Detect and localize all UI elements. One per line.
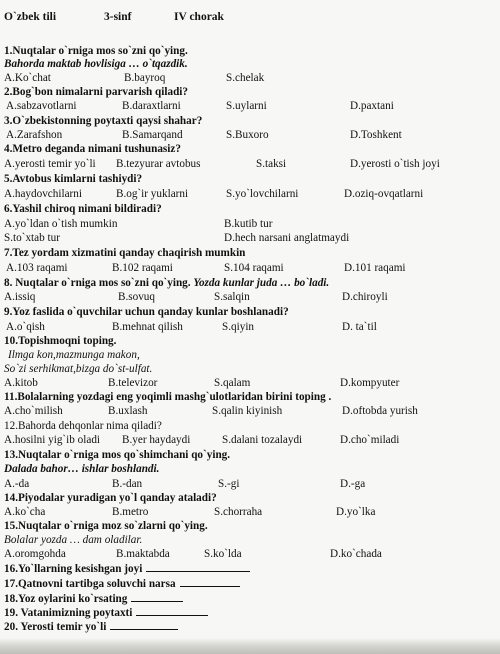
option-a[interactable]: A.sabzavotlarni	[6, 100, 77, 112]
option-s[interactable]: S.uylarni	[226, 100, 267, 112]
option-b[interactable]: B.Samarqand	[122, 129, 183, 141]
question-9: 9.Yoz faslida o`quvchilar uchun qanday kunlar boshlanadi?	[4, 306, 289, 318]
option-a[interactable]: A.Ko`chat	[4, 72, 51, 84]
question-1: 1.Nuqtalar o`rniga mos so`zni qo`ying.	[4, 45, 188, 57]
question-4: 4.Metro deganda nimani tushunasiz?	[4, 143, 181, 155]
option-b[interactable]: B.televizor	[108, 377, 158, 389]
subject-label: O`zbek tili	[4, 11, 57, 23]
option-d[interactable]: D.ko`chada	[330, 548, 382, 560]
option-b[interactable]: B.yer haydaydi	[122, 434, 191, 446]
option-b[interactable]: B.maktabda	[116, 548, 170, 560]
riddle-line-2: So`zi serhikmat,bizga do`st-ulfat.	[4, 363, 153, 375]
option-d[interactable]: D.kompyuter	[340, 377, 400, 389]
question-11: 11.Bolalarning yozdagi eng yoqimli mashg`ulotlaridan birini toping .	[4, 391, 332, 403]
quarter-label: IV chorak	[174, 11, 224, 23]
question-17-text: 17.Qatnovni tartibga soluvchi narsa	[4, 578, 176, 590]
option-s[interactable]: S.ko`lda	[204, 548, 242, 560]
question-16	[4, 561, 496, 576]
question-13-sentence: Dalada bahor… ishlar boshlandi.	[4, 463, 160, 475]
option-a[interactable]: A.haydovchilarni	[4, 188, 82, 200]
question-8	[4, 276, 496, 290]
option-s[interactable]: S.dalani tozalaydi	[222, 434, 303, 446]
option-s[interactable]: S.to`xtab tur	[4, 232, 60, 244]
question-15-sentence: Bolalar yozda … dam oladilar.	[4, 534, 143, 546]
option-a[interactable]: A.yo`ldan o`tish mumkin	[4, 218, 118, 230]
question-8-sentence: Yozda kunlar juda … bo`ladi.	[193, 277, 330, 289]
answer-blank-18[interactable]	[131, 591, 183, 602]
option-d[interactable]: D.cho`miladi	[340, 434, 400, 446]
option-b[interactable]: B.-dan	[112, 478, 143, 490]
question-19-text: 19. Vatanimizning poytaxti	[4, 607, 133, 619]
question-15: 15.Nuqtalar o`rniga moz so`zlarni qo`ying.	[4, 520, 208, 532]
answer-blank-17[interactable]	[180, 576, 240, 587]
question-20	[4, 619, 496, 634]
option-s[interactable]: S.104 raqami	[224, 262, 284, 274]
option-b[interactable]: B.og`ir yuklarni	[116, 188, 189, 200]
question-13: 13.Nuqtalar o`rniga mos qo`shimchani qo`ying.	[4, 449, 231, 461]
option-a[interactable]: A.issiq	[4, 291, 36, 303]
option-a[interactable]: A.hosilni yig`ib oladi	[4, 434, 101, 446]
option-a[interactable]: A.yerosti temir yo`li	[4, 158, 96, 170]
question-12: 12.Bahorda dehqonlar nima qiladi?	[4, 420, 162, 432]
question-2: 2.Bog`bon nimalarni parvarish qiladi?	[4, 86, 189, 98]
option-b[interactable]: B.daraxtlarni	[122, 100, 181, 112]
option-d[interactable]: D.hech narsani anglatmaydi	[224, 232, 350, 244]
option-d[interactable]: D.chiroyli	[342, 291, 388, 303]
option-a[interactable]: A.Zarafshon	[6, 129, 63, 141]
question-18-text: 18.Yoz oylarini ko`rsating	[4, 593, 128, 605]
option-b[interactable]: B.bayroq	[124, 72, 166, 84]
option-a[interactable]: A.-da	[4, 478, 30, 490]
option-a[interactable]: A.kitob	[4, 377, 38, 389]
option-a[interactable]: A.oromgohda	[4, 548, 66, 560]
option-b[interactable]: B.tezyurar avtobus	[116, 158, 201, 170]
question-5: 5.Avtobus kimlarni tashiydi?	[4, 173, 143, 185]
option-a[interactable]: A.cho`milish	[4, 405, 63, 417]
option-b[interactable]: B.102 raqami	[112, 262, 173, 274]
question-3: 3.O`zbekistonning poytaxti qaysi shahar?	[4, 115, 203, 127]
option-d[interactable]: D.Toshkent	[350, 129, 402, 141]
option-d[interactable]: D. ta`til	[342, 321, 377, 333]
question-18	[4, 591, 496, 606]
grade-label: 3-sinf	[104, 11, 132, 23]
option-d[interactable]: D.oziq-ovqatlarni	[344, 188, 424, 200]
question-17	[4, 576, 496, 591]
answer-blank-16[interactable]	[146, 561, 250, 572]
option-s[interactable]: S.qalin kiyinish	[212, 405, 283, 417]
question-20-text: 20. Yerosti temir yo`li	[4, 621, 107, 633]
question-1-sentence: Bahorda maktab hovlisiga … o`tqazdik.	[4, 58, 188, 70]
option-d[interactable]: D.yo`lka	[336, 506, 376, 518]
option-s[interactable]: S.yo`lovchilarni	[226, 188, 299, 200]
option-d[interactable]: D.oftobda yurish	[342, 405, 418, 417]
option-s[interactable]: S.chelak	[226, 72, 265, 84]
option-a[interactable]: A.103 raqami	[6, 262, 68, 274]
option-a[interactable]: A.o`qish	[6, 321, 45, 333]
option-d[interactable]: D.101 raqami	[344, 262, 406, 274]
question-8-text: 8. Nuqtalar o`rniga mos so`zni qo`ying.	[4, 277, 191, 289]
question-7: 7.Tez yordam xizmatini qanday chaqirish mumkin	[4, 247, 246, 259]
option-d[interactable]: D.yerosti o`tish joyi	[350, 158, 440, 170]
option-s[interactable]: S.chorraha	[214, 506, 263, 518]
option-s[interactable]: S.qalam	[214, 377, 251, 389]
option-b[interactable]: B.sovuq	[118, 291, 155, 303]
option-s[interactable]: S.Buxoro	[226, 129, 269, 141]
option-d[interactable]: D.paxtani	[350, 100, 394, 112]
question-16-text: 16.Yo`llarning kesishgan joyi	[4, 563, 143, 575]
riddle-line-1: Ilmga kon,mazmunga makon,	[8, 349, 140, 361]
option-s[interactable]: S.qiyin	[222, 321, 255, 333]
question-14: 14.Piyodalar yuradigan yo`l qanday ataladi?	[4, 492, 217, 504]
option-s[interactable]: S.salqin	[214, 291, 250, 303]
option-a[interactable]: A.ko`cha	[4, 506, 46, 518]
question-10: 10.Topishmoqni toping.	[4, 335, 117, 347]
answer-blank-19[interactable]	[136, 605, 208, 616]
question-6: 6.Yashil chiroq nimani bildiradi?	[4, 203, 162, 215]
option-d[interactable]: D.-ga	[340, 478, 366, 490]
option-b[interactable]: B.mehnat qilish	[112, 321, 183, 333]
option-b[interactable]: B.uxlash	[108, 405, 148, 417]
option-s[interactable]: S.-gi	[218, 478, 240, 490]
page-bottom-edge	[0, 638, 500, 654]
option-s[interactable]: S.taksi	[256, 158, 287, 170]
option-b[interactable]: B.kutib tur	[224, 218, 273, 230]
answer-blank-20[interactable]	[110, 619, 178, 630]
question-19	[4, 605, 496, 620]
option-b[interactable]: B.metro	[112, 506, 149, 518]
